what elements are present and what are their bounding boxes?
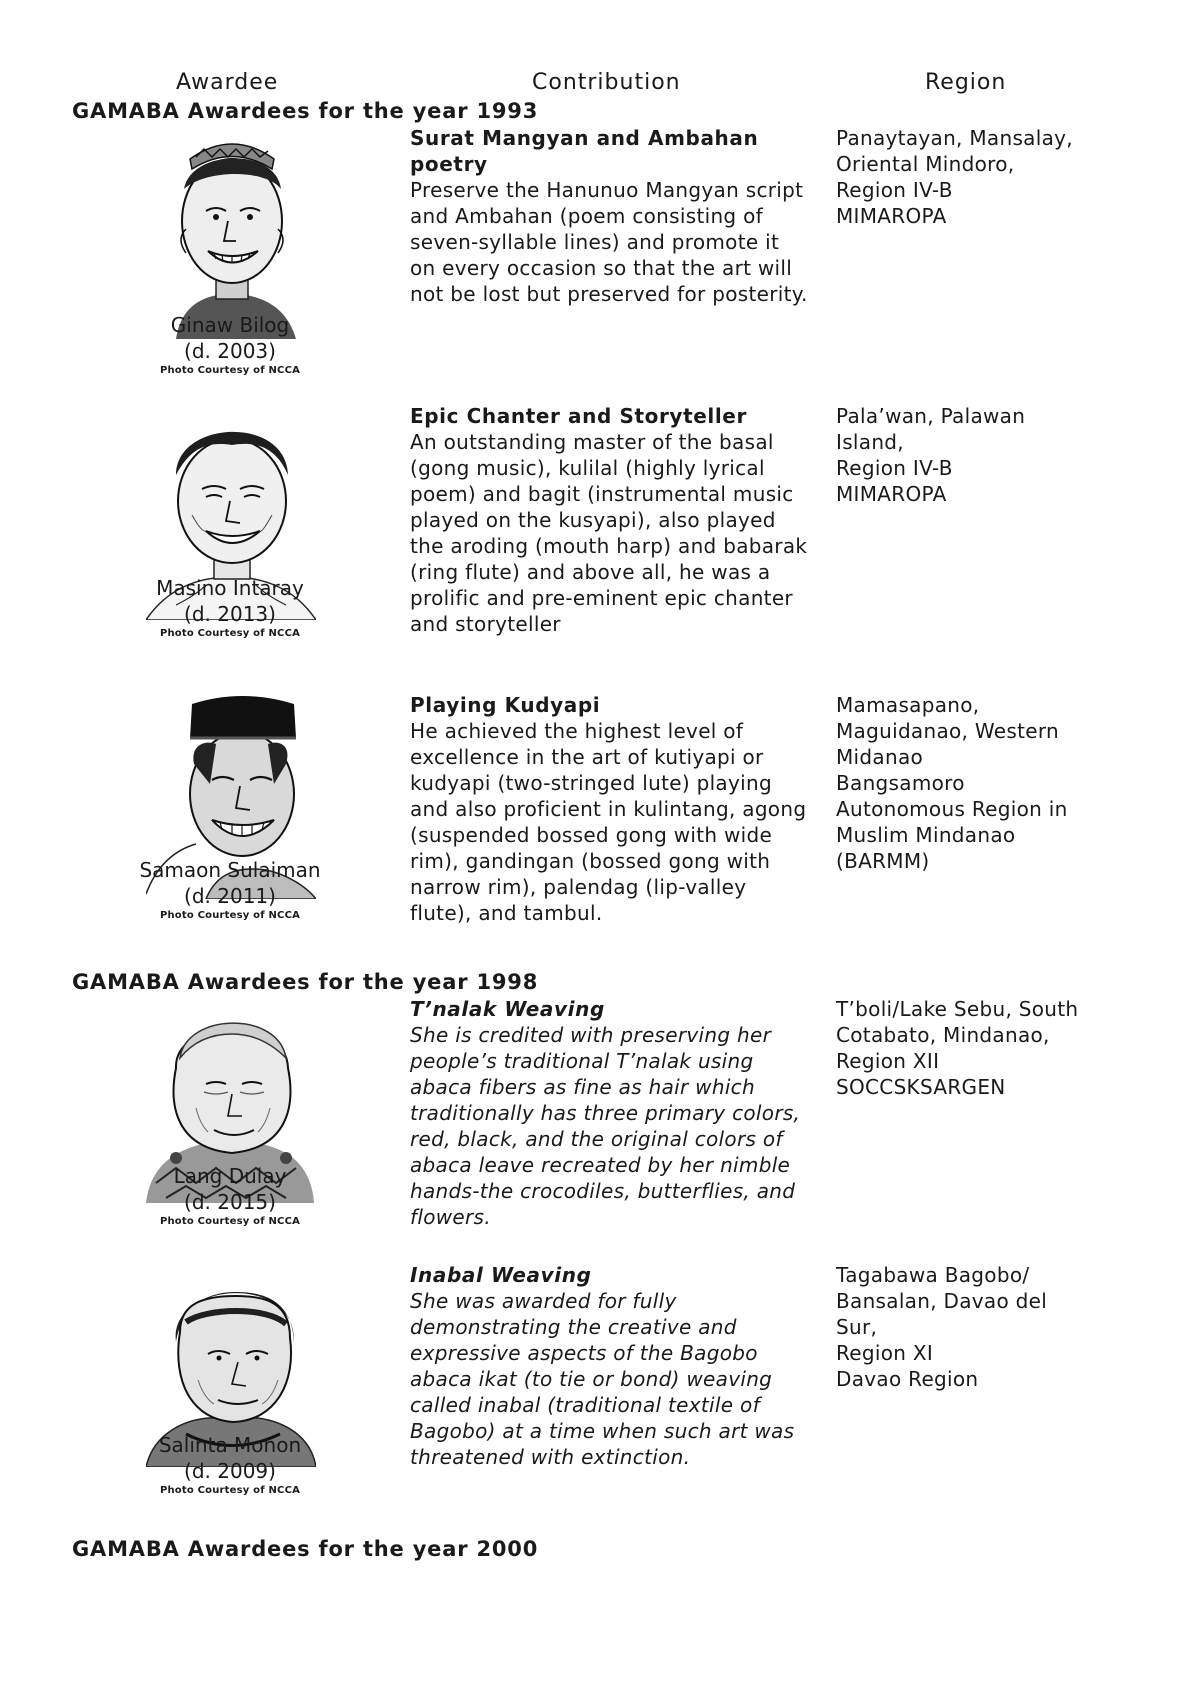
awardee-name: Masino Intaray bbox=[156, 576, 304, 600]
photo-credit: Photo Courtesy of NCCA bbox=[159, 1485, 301, 1496]
contribution-text: Preserve the Hanunuo Mangyan script and Ambahan (poem consisting of seven-syllable lines) and promote it on every occasion so that the art will not be lost but preserved for posterity. bbox=[410, 178, 808, 306]
contribution-title: Surat Mangyan and Ambahan poetry bbox=[410, 126, 759, 176]
year-heading-1993: GAMABA Awardees for the year 1993 bbox=[72, 99, 539, 123]
header-region: Region bbox=[925, 70, 1007, 95]
region-cell: Panaytayan, Mansalay, Oriental Mindoro, Region IV-B MIMAROPA bbox=[836, 126, 1073, 228]
contribution-title: T’nalak Weaving bbox=[410, 997, 605, 1021]
contribution-cell bbox=[410, 1262, 810, 1470]
contribution-cell bbox=[410, 996, 810, 1230]
contribution-cell bbox=[410, 692, 810, 926]
header-contribution: Contribution bbox=[532, 70, 681, 95]
awardee-death-year: (d. 2015) bbox=[184, 1190, 276, 1214]
year-heading-2000: GAMABA Awardees for the year 2000 bbox=[72, 1537, 539, 1561]
contribution-text: She is credited with preserving her people’s traditional T’nalak using abaca fibers as fine as hair which traditionally has three primary colors, red, black, and the original colors of abaca leave recreated by her nimble hands-the crocodiles, butterflies, and flowers. bbox=[410, 1023, 801, 1229]
portrait-ginaw-bilog bbox=[146, 129, 316, 339]
awardee-death-year: (d. 2009) bbox=[184, 1459, 276, 1483]
awardee-name: Samaon Sulaiman bbox=[139, 858, 321, 882]
contribution-title: Inabal Weaving bbox=[410, 1263, 592, 1287]
awardee-death-year: (d. 2011) bbox=[184, 884, 276, 908]
photo-credit: Photo Courtesy of NCCA bbox=[159, 628, 301, 639]
awardee-death-year: (d. 2003) bbox=[184, 339, 276, 363]
photo-credit: Photo Courtesy of NCCA bbox=[159, 910, 301, 921]
awardee-name: Lang Dulay bbox=[173, 1164, 287, 1188]
contribution-title: Playing Kudyapi bbox=[410, 693, 601, 717]
contribution-text: She was awarded for fully demonstrating the creative and expressive aspects of the Bagobo abaca ikat (to tie or bond) weaving called inabal (traditional textile of Bagobo) at a time when such art was threatened with extinction. bbox=[410, 1289, 795, 1469]
region-cell: Pala’wan, Palawan Island, Region IV-B MIMAROPA bbox=[836, 404, 1026, 506]
photo-credit: Photo Courtesy of NCCA bbox=[159, 365, 301, 376]
year-heading-1998: GAMABA Awardees for the year 1998 bbox=[72, 970, 539, 994]
region-cell: Tagabawa Bagobo/ Bansalan, Davao del Sur, Region XI Davao Region bbox=[836, 1263, 1048, 1391]
awardee-name: Salinta Monon bbox=[158, 1433, 302, 1457]
contribution-cell bbox=[410, 403, 810, 637]
awardee-death-year: (d. 2013) bbox=[184, 602, 276, 626]
contribution-text: He achieved the highest level of excellence in the art of kutiyapi or kudyapi (two-stringed lute) playing and also proficient in kulintang, agong (suspended bossed gong with wide rim), gandingan (bossed gong with narrow rim), palendag (lip-valley flute), and tambul. bbox=[410, 719, 807, 925]
awardee-name: Ginaw Bilog bbox=[170, 313, 290, 337]
header-awardee: Awardee bbox=[176, 70, 279, 95]
photo-credit: Photo Courtesy of NCCA bbox=[159, 1216, 301, 1227]
region-cell: Mamasapano, Maguidanao, Western Midanao Bangsamoro Autonomous Region in Muslim Mindanao (BARMM) bbox=[836, 693, 1068, 873]
region-cell: T’boli/Lake Sebu, South Cotabato, Mindanao, Region XII SOCCSKSARGEN bbox=[836, 997, 1079, 1099]
contribution-cell bbox=[410, 125, 810, 307]
contribution-title: Epic Chanter and Storyteller bbox=[410, 404, 747, 428]
contribution-text: An outstanding master of the basal (gong music), kulilal (highly lyrical poem) and bagit (instrumental music played on the kusyapi), also played the aroding (mouth harp) and babarak (ring flute) and above all, he was a prolific and pre-eminent epic chanter and storyteller bbox=[410, 430, 808, 636]
